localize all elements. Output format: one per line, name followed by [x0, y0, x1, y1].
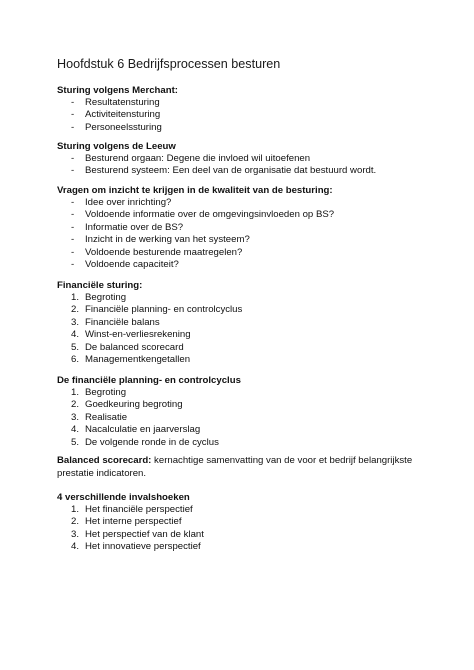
list-item: 2. Financiële planning- en controlcyclus [71, 304, 243, 316]
list-item: - Voldoende besturende maatregelen? [71, 246, 243, 258]
list-item: 1. Het financiële perspectief [71, 504, 193, 515]
section-vragen [57, 184, 333, 271]
list-item: - Informatie over de BS? [71, 221, 184, 233]
list-item: - Voldoende informatie over de omgevingsinvloeden op BS? [71, 209, 335, 221]
list-item: - Activiteitensturing [71, 109, 161, 121]
list-item: 1. Begroting [71, 292, 127, 303]
list-item: 1. Begroting [71, 387, 127, 398]
dash-list [57, 97, 178, 134]
list-item: - Inzicht in de werking van het systeem? [71, 234, 250, 246]
section-heading: Financiële sturing: [57, 280, 143, 291]
section-invalshoeken [57, 491, 204, 554]
section-heading: Vragen om inzicht te krijgen in de kwaliteit van de besturing: [57, 185, 333, 196]
definition-term: Balanced scorecard: [57, 455, 152, 466]
section-merchant [57, 84, 178, 134]
list-item: 3. Het perspectief van de klant [71, 528, 204, 540]
section-heading: 4 verschillende invalshoeken [57, 492, 190, 503]
list-item: 3. Realisatie [71, 411, 128, 423]
list-item: 4. Winst-en-verliesrekening [71, 329, 191, 341]
numbered-list [57, 292, 243, 366]
document-title: Hoofdstuk 6 Bedrijfsprocessen besturen [57, 57, 281, 71]
dash-list [57, 197, 333, 271]
section-de-leeuw [57, 140, 377, 178]
numbered-list [57, 504, 204, 554]
list-item: 5. De volgende ronde in de cyclus [71, 436, 219, 448]
list-item: - Besturend orgaan: Degene die invloed wil uitoefenen [71, 153, 311, 164]
list-item: 4. Het innovatieve perspectief [71, 541, 201, 553]
list-item: 2. Goedkeuring begroting [71, 399, 183, 411]
list-item: 6. Managementkengetallen [71, 353, 191, 365]
definition-text: kernachtige samenvatting van de voor et bedrijf belangrijkste prestatie indicatoren. [57, 455, 413, 479]
list-item: - Personeelssturing [71, 121, 162, 133]
section-financiele-sturing [57, 279, 243, 366]
list-item: 2. Het interne perspectief [71, 516, 182, 528]
list-item: - Besturend systeem: Een deel van de organisatie dat bestuurd wordt. [71, 165, 377, 177]
section-heading: Sturing volgens de Leeuw [57, 141, 176, 152]
list-item: - Voldoende capaciteit? [71, 258, 179, 270]
numbered-list [57, 387, 241, 449]
section-heading: Sturing volgens Merchant: [57, 85, 178, 96]
section-planning-cyclus [57, 374, 241, 449]
list-item: 4. Nacalculatie en jaarverslag [71, 424, 201, 436]
list-item: - Resultatensturing [71, 97, 160, 108]
section-heading: De financiële planning- en controlcyclus [57, 375, 241, 386]
balanced-scorecard-definition [57, 455, 427, 480]
list-item: - Idee over inrichting? [71, 197, 172, 208]
list-item: 3. Financiële balans [71, 316, 160, 328]
dash-list [57, 153, 377, 178]
list-item: 5. De balanced scorecard [71, 341, 184, 353]
